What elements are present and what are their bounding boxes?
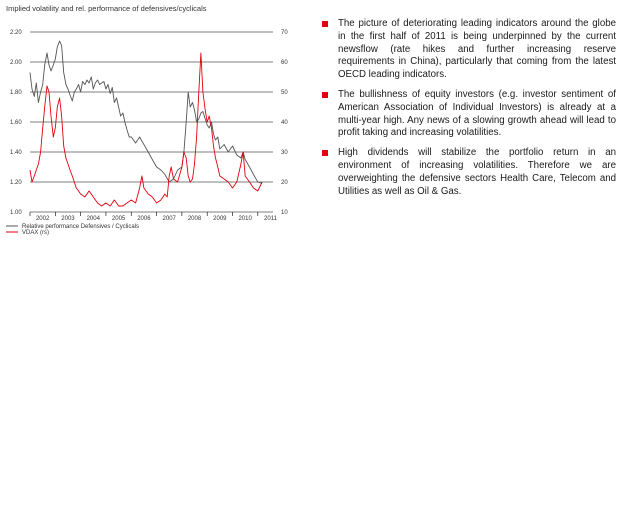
right-tick-label: 20 <box>281 180 288 186</box>
x-tick-label: 2010 <box>238 216 252 222</box>
bullet-square-icon <box>322 21 328 27</box>
x-tick-label: 2008 <box>187 216 202 222</box>
left-tick-label: 2.00 <box>10 60 22 66</box>
left-tick-label: 1.80 <box>10 90 22 96</box>
right-tick-label: 70 <box>281 30 288 36</box>
chart <box>0 18 310 243</box>
bullet-item <box>322 89 616 140</box>
left-tick-label: 2.20 <box>10 30 22 36</box>
bullet-list <box>322 18 616 205</box>
x-tick-label: 2006 <box>137 216 151 222</box>
x-tick-label: 2009 <box>213 216 227 222</box>
right-tick-label: 10 <box>281 210 288 216</box>
x-tick-label: 2003 <box>61 216 75 222</box>
legend-label: VDAX (rs) <box>22 230 49 236</box>
left-tick-label: 1.20 <box>10 180 22 186</box>
x-tick-label: 2004 <box>86 216 100 222</box>
left-tick-label: 1.00 <box>10 210 22 216</box>
legend-label: Relative performance Defensives / Cyclicals <box>22 224 140 230</box>
legend <box>6 224 139 236</box>
right-tick-label: 50 <box>281 90 288 96</box>
x-tick-label: 2007 <box>162 216 176 222</box>
relative-performance-line <box>30 41 262 184</box>
series-layer <box>30 41 262 206</box>
bullet-square-icon <box>322 150 328 156</box>
bullet-text: The picture of deteriorating leading indicators around the globe in the first half of 2011 is being underpinned by the current newsflow (rate hikes and further increasing reserve requirements in China), particularly that coming from the latest OECD leading indicators. <box>338 18 616 81</box>
bullet-text: High dividends will stabilize the portfolio return in an environment of increasing volatilities. Therefore we are overweighting the defensive sectors Health Care, Telecom and Utilities as well as Oil & Gas. <box>338 147 616 197</box>
right-tick-label: 40 <box>281 120 288 126</box>
bullet-text: The bullishness of equity investors (e.g. investor sentiment of American Association of Individual Investors) is already at a multi-year high. Any news of a slowing growth ahead will lead to profit taking and increasing volatilities. <box>338 88 616 139</box>
right-tick-label: 60 <box>281 60 288 66</box>
grid-layer <box>30 32 273 212</box>
x-tick-label: 2011 <box>264 216 277 222</box>
bullet-item <box>322 18 616 82</box>
left-tick-label: 1.40 <box>10 150 22 156</box>
left-tick-label: 1.60 <box>10 120 22 126</box>
bullet-item <box>322 147 616 198</box>
right-tick-label: 30 <box>281 150 288 156</box>
x-tick-label: 2002 <box>35 216 50 222</box>
chart-title: Implied volatility and rel. performance of defensives/cyclicals <box>6 4 207 13</box>
bullet-square-icon <box>322 92 328 98</box>
vdax-line <box>30 53 262 206</box>
x-tick-label: 2005 <box>111 216 126 222</box>
